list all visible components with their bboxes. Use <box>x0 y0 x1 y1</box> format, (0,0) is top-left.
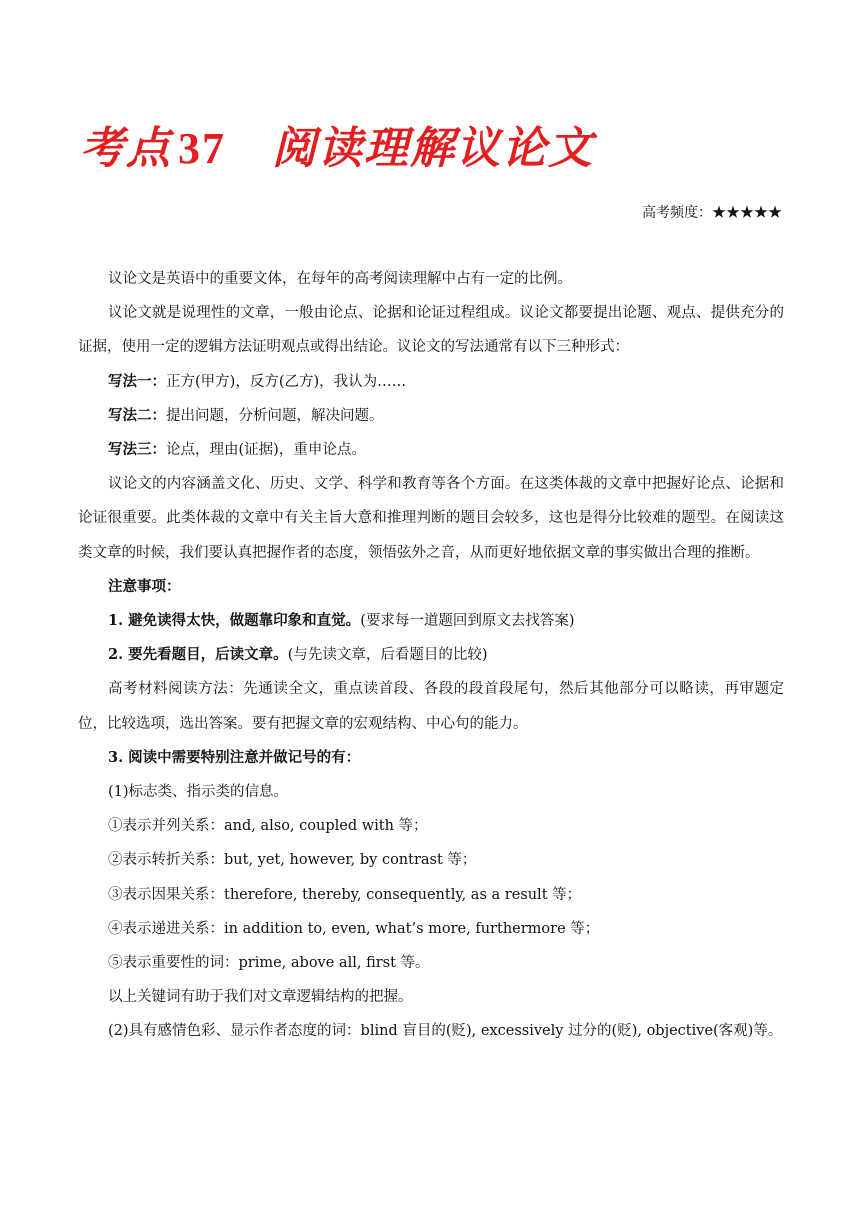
title-topic: 阅读理解议论文 <box>272 123 594 174</box>
paragraph: 高考材料阅读方法：先通读全文，重点读首段、各段的段首段尾句，然后其他部分可以略读，再审题定位，比较选项，选出答案。要有把握文章的宏观结构、中心句的能力。 <box>78 681 784 732</box>
note-item-1 <box>78 604 784 638</box>
note-text: (与先读文章，后看题目的比较) <box>287 647 488 664</box>
writing-style-label: 写法一： <box>108 372 166 390</box>
title-number: 37 <box>178 124 226 173</box>
note-text: (要求每一道题回到原文去找答案) <box>360 613 575 630</box>
list-item: ②表示转折关系：but, yet, however, by contrast 等； <box>108 852 477 869</box>
paragraph: 议论文就是说理性的文章，一般由论点、论据和论证过程组成。议论文都要提出论题、观点、提供充分的证据，使用一定的逻辑方法证明观点或得出结论。议论文的写法通常有以下三种形式： <box>78 305 784 356</box>
writing-style-1 <box>78 365 784 399</box>
frequency-stars: ★★★★★ <box>712 205 782 221</box>
sub-heading-2: (2)具有感情色彩、显示作者态度的词：blind 盲目的(贬), excessively 过分的(贬), objective(客观)等。 <box>108 1023 783 1040</box>
sub-heading-1: (1)标志类、指示类的信息。 <box>108 784 289 801</box>
document-body <box>78 262 784 1049</box>
list-item: ③表示因果关系：therefore, thereby, consequently, as a result 等； <box>108 886 582 903</box>
page-title <box>80 112 594 176</box>
frequency-label: 高考频度： <box>642 205 712 221</box>
writing-style-text: 论点，理由(证据)，重申论点。 <box>166 442 366 459</box>
title-prefix: 考点 <box>80 123 172 174</box>
writing-style-2 <box>78 399 784 433</box>
list-item: ④表示递进关系：in addition to, even, what’s more, furthermore 等； <box>108 920 600 937</box>
writing-style-text: 正方(甲方)，反方(乙方)，我认为…… <box>166 373 407 390</box>
paragraph: 议论文是英语中的重要文体，在每年的高考阅读理解中占有一定的比例。 <box>108 271 572 287</box>
writing-style-text: 提出问题，分析问题，解决问题。 <box>166 407 384 424</box>
writing-style-label: 写法二： <box>108 406 166 424</box>
writing-style-label: 写法三： <box>108 441 166 459</box>
note-item-3: 3. 阅读中需要特别注意并做记号的有： <box>108 748 361 766</box>
note-item-2 <box>78 638 784 672</box>
notes-heading: 注意事项： <box>108 577 181 595</box>
writing-style-3 <box>78 433 784 467</box>
paragraph: 以上关键词有助于我们对文章逻辑结构的把握。 <box>108 989 413 1006</box>
note-bold: 2. 要先看题目，后读文章。 <box>108 646 288 664</box>
exam-frequency <box>642 202 782 222</box>
paragraph: 议论文的内容涵盖文化、历史、文学、科学和教育等各个方面。在这类体裁的文章中把握好论点、论据和论证很重要。此类体裁的文章中有关主旨大意和推理判断的题目会较多，这也是得分比较难的题型。在阅读这类文章的时候，我们要认真把握作者的态度，领悟弦外之音，从而更好地依据文章的事实做出合理的推断。 <box>78 476 784 561</box>
list-item: ①表示并列关系：and, also, coupled with 等； <box>108 818 428 835</box>
note-bold: 1. 避免读得太快，做题靠印象和直觉。 <box>108 612 361 630</box>
list-item: ⑤表示重要性的词：prime, above all, first 等。 <box>108 955 430 972</box>
